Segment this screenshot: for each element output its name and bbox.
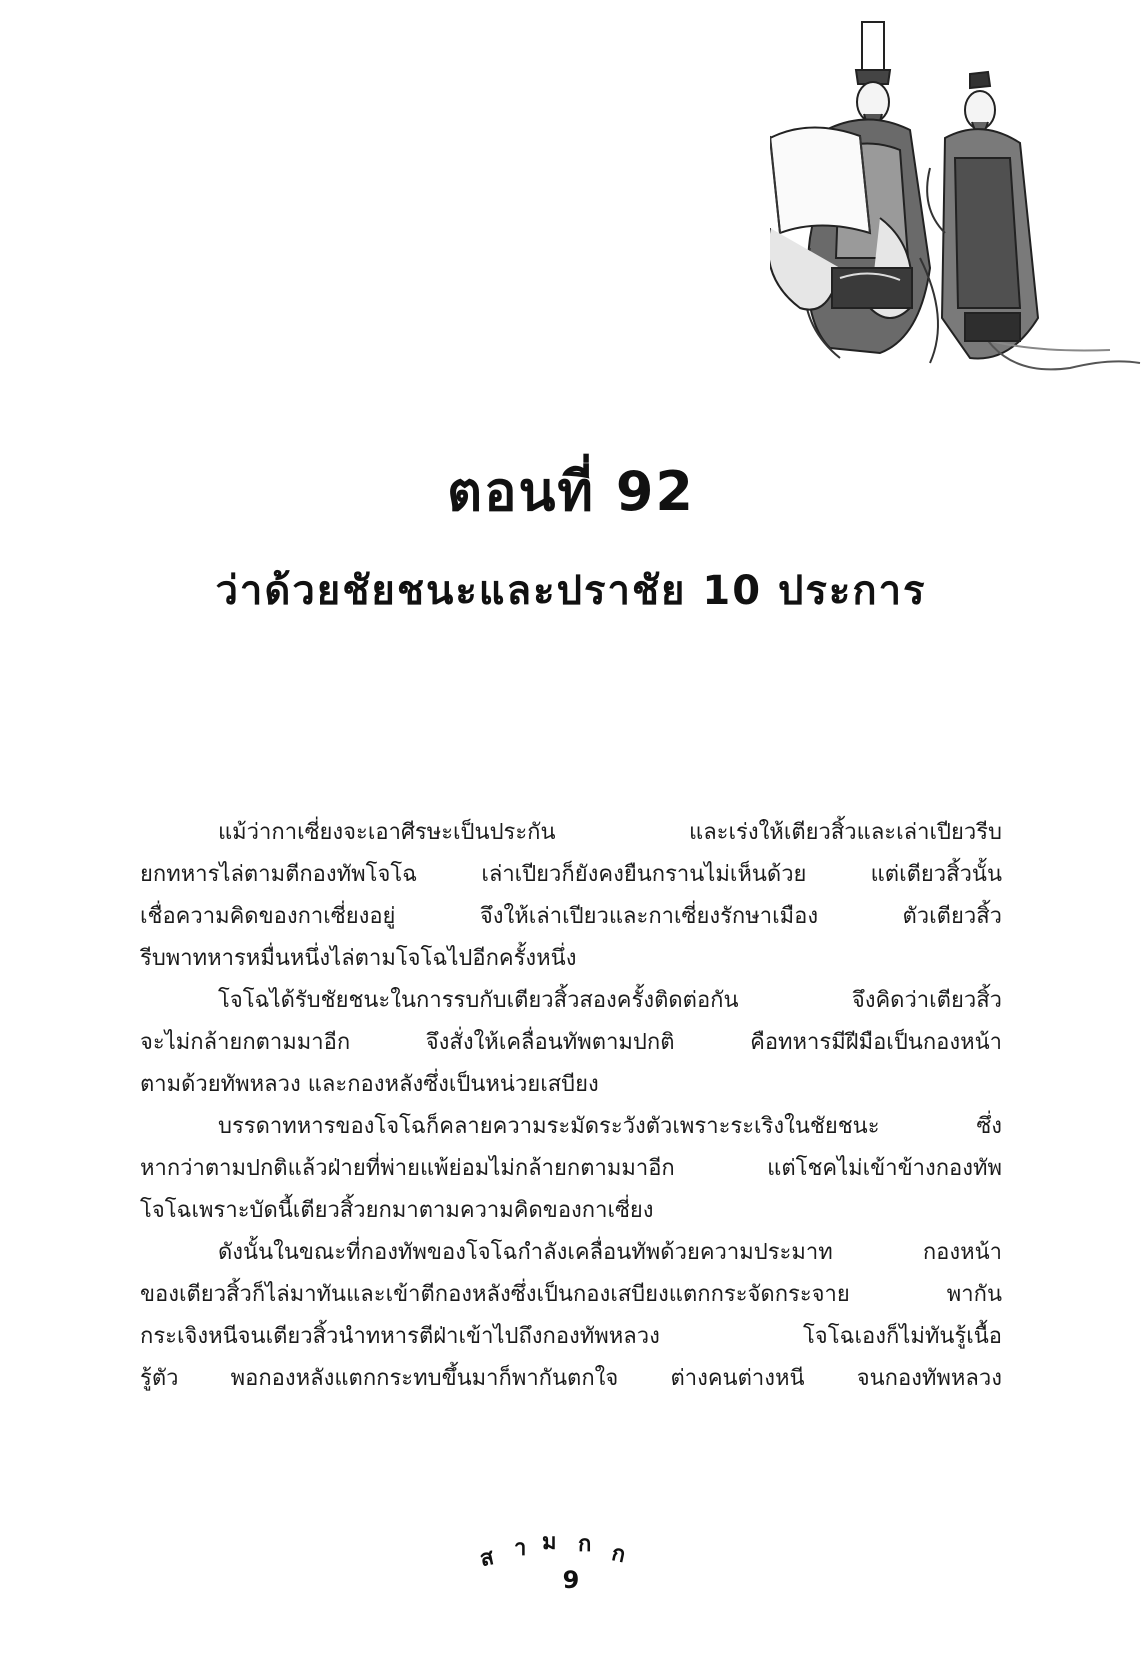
- paragraph-line: ของเตียวสิ้วก็ไล่มาทันและเข้าตีกองหลังซึ่งเป็นกองเสบียงแตกกระจัดกระจาย พากัน: [140, 1282, 1002, 1307]
- paragraph-line: หากว่าตามปกติแล้วฝ่ายที่พ่ายแพ้ย่อมไม่กล้ายกตามมาอีก แต่โชคไม่เข้าข้างกองทัพ: [140, 1156, 1002, 1181]
- paragraph-line: โจโฉได้รับชัยชนะในการรบกับเตียวสิ้วสองครั้งติดต่อกัน จึงคิดว่าเตียวสิ้ว: [218, 988, 1002, 1013]
- chapter-title: ตอนที่ 92: [447, 460, 695, 523]
- book-title-letter: ก: [578, 1532, 592, 1557]
- paragraph-line: กระเจิงหนีจนเตียวสิ้วนำทหารตีฝ่าเข้าไปถึงกองทัพหลวง โจโฉเองก็ไม่ทันรู้เนื้อ: [140, 1324, 1002, 1349]
- paragraph-line: ตามด้วยทัพหลวง และกองหลังซึ่งเป็นหน่วยเสบียง: [140, 1072, 599, 1097]
- paragraph-line: โจโฉเพราะบัดนี้เตียวสิ้วยกมาตามความคิดของกาเซี่ยง: [140, 1198, 654, 1223]
- book-title-letter: ก: [609, 1540, 628, 1569]
- paragraph-line: รู้ตัว พอกองหลังแตกกระทบขึ้นมาก็พากันตกใจ ต่างคนต่างหนี จนกองทัพหลวง: [140, 1366, 1002, 1391]
- page-number: 9: [562, 1566, 580, 1594]
- paragraph-line: รีบพาทหารหมื่นหนึ่งไล่ตามโจโฉไปอีกครั้งหนึ่ง: [140, 946, 577, 971]
- paragraph-line: จะไม่กล้ายกตามมาอีก จึงสั่งให้เคลื่อนทัพตามปกติ คือทหารมีฝีมือเป็นกองหน้า: [140, 1030, 1002, 1055]
- book-title-letter: า: [514, 1536, 527, 1561]
- paragraph-line: แม้ว่ากาเซี่ยงจะเอาศีรษะเป็นประกัน และเร่งให้เตียวสิ้วและเล่าเปียวรีบ: [218, 820, 1002, 845]
- paragraph-line: ดังนั้นในขณะที่กองทัพของโจโฉกำลังเคลื่อนทัพด้วยความประมาท กองหน้า: [218, 1240, 1002, 1265]
- book-title-footer: [477, 1522, 660, 1573]
- paragraph-line: ยกทหารไล่ตามตีกองทัพโจโฉ เล่าเปียวก็ยังคงยืนกรานไม่เห็นด้วย แต่เตียวสิ้วนั้น: [140, 862, 1002, 887]
- paragraph-line: เชื่อความคิดของกาเซี่ยงอยู่ จึงให้เล่าเปียวและกาเซี่ยงรักษาเมือง ตัวเตียวสิ้ว: [140, 904, 1002, 929]
- body-text: [140, 812, 1002, 1400]
- book-title-letter: ส: [477, 1544, 497, 1573]
- figures-illustration-icon: [770, 18, 1142, 378]
- paragraph-line: บรรดาทหารของโจโฉก็คลายความระมัดระวังตัวเพราะระเริงในชัยชนะ ซึ่ง: [218, 1114, 1002, 1139]
- book-title-letter: ม: [542, 1530, 557, 1555]
- chapter-subtitle: ว่าด้วยชัยชนะและปราชัย 10 ประการ: [215, 568, 927, 614]
